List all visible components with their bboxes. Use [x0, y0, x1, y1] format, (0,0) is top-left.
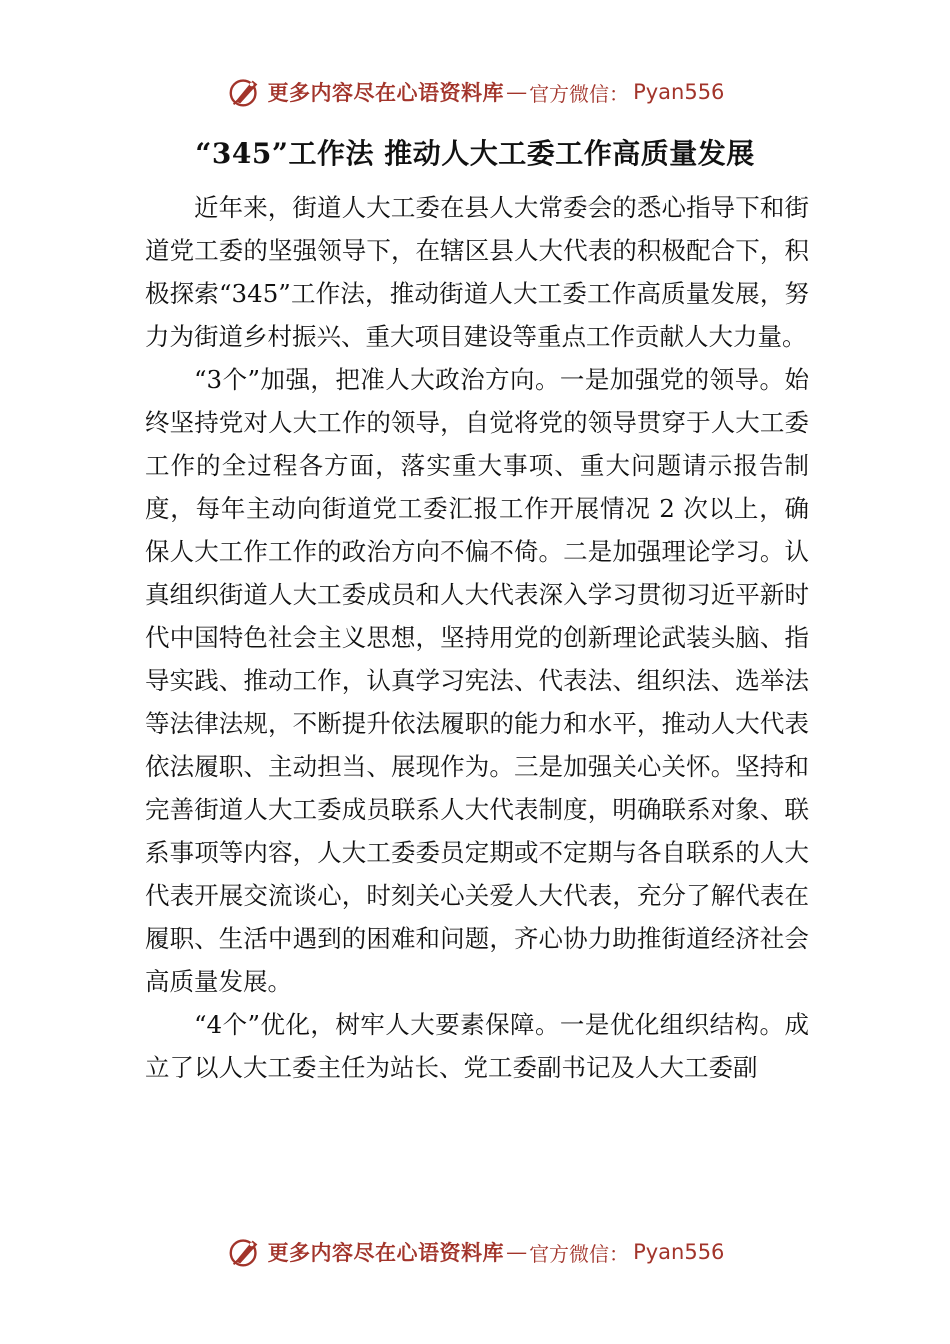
banner-text: 更多内容尽在心语资料库 [267, 80, 505, 105]
paragraph-intro: 近年来，街道人大工委在县人大常委会的悉心指导下和街道党工委的坚强领导下，在辖区县人大代表的积极配合下，积极探索“345”工作法，推动街道人大工委工作高质量发展，努力为街道乡村振兴、重大项目建设等重点工作贡献人大力量。 [145, 193, 809, 351]
banner-label: 官方微信： [529, 81, 630, 106]
paragraph-4-optimize: “4个”优化，树牢人大要素保障。一是优化组织结构。成立了以人大工委主任为站长、党工委副书记及人大工委副 [145, 1010, 809, 1082]
wechat-id: Pyan556 [633, 80, 725, 104]
footer-banner [0, 1230, 950, 1274]
paragraph-3-strengthen: “3个”加强，把准人大政治方向。一是加强党的领导。始终坚持党对人大工作的领导，自觉将党的领导贯穿于人大工委工作的全过程各方面，落实重大事项、重大问题请示报告制度，每年主动向街道党工委汇报工作开展情况 2 次以上，确保人大工作工作的政治方向不偏不倚。二是加强理论学习。认真组织街道人大工委成员和人大代表深入学习贯彻习近平新时代中国特色社会主义思想，坚持用党的创新理论武装头脑、指导实践、推动工作，认真学习宪法、代表法、组织法、选举法等法律法规，不断提升依法履职的能力和水平，推动人大代表依法履职、主动担当、展现作为。三是加强关心关怀。坚持和完善街道人大工委成员联系人大代表制度，明确联系对象、联系事项等内容，人大工委委员定期或不定期与各自联系的人大代表开展交流谈心，时刻关心关爱人大代表，充分了解代表在履职、生活中遇到的困难和问题，齐心协力助推街道经济社会高质量发展。 [145, 365, 809, 996]
document-title: “345”工作法 推动人大工委工作高质量发展 [195, 137, 755, 170]
pen-nib-logo-icon [226, 1233, 264, 1271]
wechat-id: Pyan556 [633, 1240, 725, 1264]
banner-separator: — [506, 80, 528, 104]
header-banner [0, 70, 950, 114]
pen-nib-logo-icon [226, 73, 264, 111]
banner-text: 更多内容尽在心语资料库 [267, 1240, 505, 1265]
banner-separator: — [506, 1240, 528, 1264]
document-body [145, 186, 809, 1089]
banner-label: 官方微信： [529, 1241, 630, 1266]
